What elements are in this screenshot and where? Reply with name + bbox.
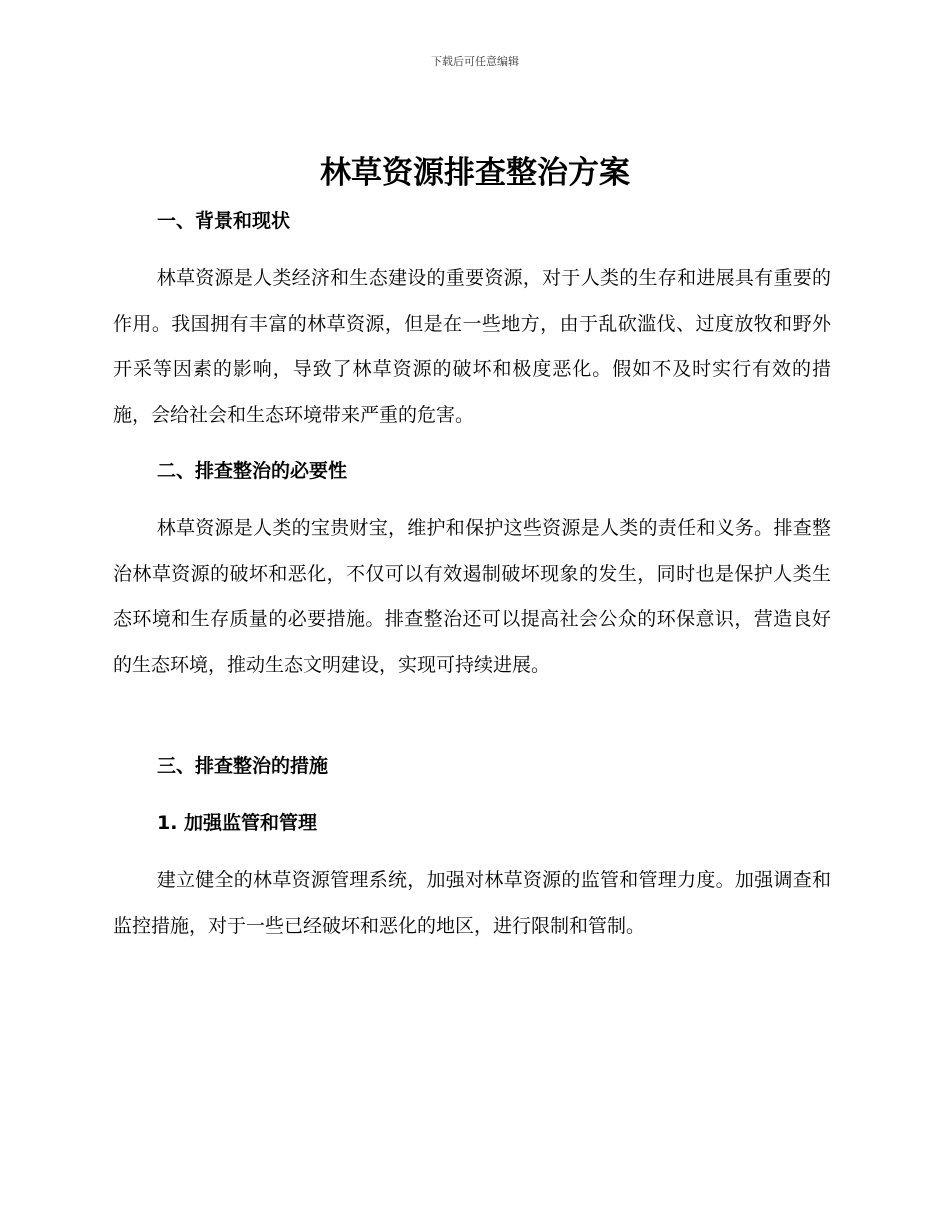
subsection-paragraph-supervision: 建立健全的林草资源管理系统，加强对林草资源的监管和管理力度。加强调查和监控措施，对于一些已经破坏和恶化的地区，进行限制和管制。 [113, 869, 831, 937]
section-heading-background: 一、背景和现状 [157, 210, 291, 232]
section-paragraph-necessity: 林草资源是人类的宝贵财宝，维护和保护这些资源是人类的责任和义务。排查整治林草资源的破坏和恶化，不仅可以有效遏制破坏现象的发生，同时也是保护人类生态环境和生存质量的必要措施。排查整治还可以提高社会公众的环保意识，营造良好的生态环境，推动生态文明建设，实现可持续进展。 [113, 517, 831, 676]
header-note: 下载后可任意编辑 [431, 55, 519, 68]
subsection-heading-supervision: 1. 加强监管和管理 [157, 812, 318, 834]
section-heading-necessity: 二、排查整治的必要性 [157, 460, 348, 482]
document-title: 林草资源排查整治方案 [320, 155, 630, 191]
section-paragraph-background: 林草资源是人类经济和生态建设的重要资源，对于人类的生存和进展具有重要的作用。我国拥有丰富的林草资源，但是在一些地方，由于乱砍滥伐、过度放牧和野外开采等因素的影响，导致了林草资源的破坏和极度恶化。假如不及时实行有效的措施，会给社会和生态环境带来严重的危害。 [113, 267, 831, 426]
section-heading-measures: 三、排查整治的措施 [157, 755, 329, 777]
